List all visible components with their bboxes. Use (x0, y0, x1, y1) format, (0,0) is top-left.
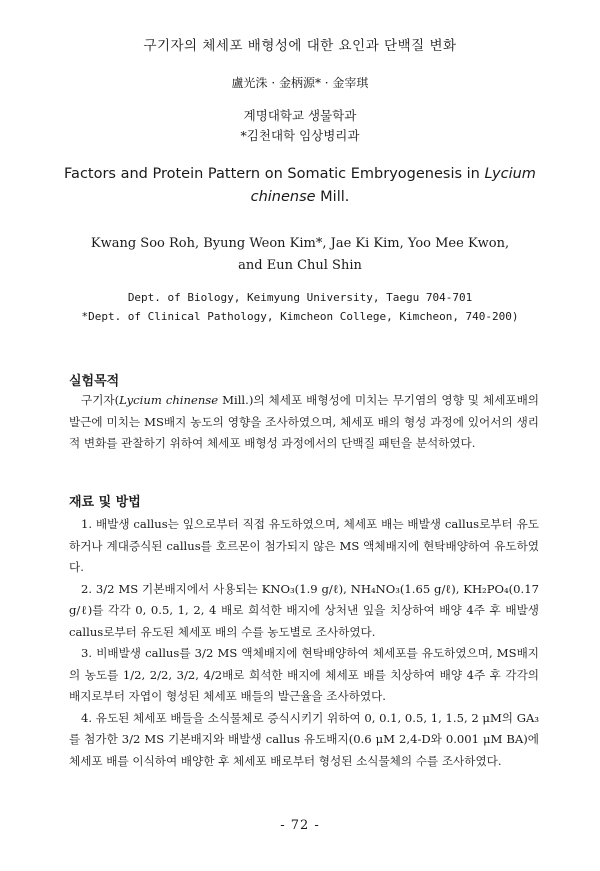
korean-authors: 盧光洙 · 金柄源* · 金宰琪 (231, 76, 369, 90)
method-item-1: 1. 배발생 callus는 잎으로부터 직접 유도하였으며, 체세포 배는 배발생 callus로부터 유도하거나 계대증식된 callus를 호르몬이 첨가되지 않은 MS 액체배지에 현탁배양하여 유도하였다. (69, 517, 539, 574)
english-affiliations (40, 288, 560, 326)
purpose-paragraph (69, 390, 539, 455)
section-purpose-heading: 실험목적 (69, 374, 120, 389)
english-title-species: chinense (250, 189, 316, 205)
korean-affiliations (0, 106, 600, 146)
english-title (60, 163, 540, 209)
english-affiliation-2: *Dept. of Clinical Pathology, Kimcheon College, Kimcheon, 740-200) (81, 310, 519, 323)
method-item-3: 3. 비배발생 callus를 3/2 MS 액체배지에 현탁배양하여 체세포를 유도하였으며, MS배지의 농도를 1/2, 2/2, 3/2, 4/2배로 희석한 배지에 체세포 배를 치상하여 배양 4주 후 각각의 배지로부터 자엽이 형성된 체세포 배들의 발근율을 조사하였다. (69, 646, 539, 703)
korean-affiliation-1: 계명대학교 생물학과 (243, 108, 357, 123)
section-purpose-body (69, 390, 539, 455)
purpose-species-name: Lycium chinense (119, 393, 219, 407)
korean-title: 구기자의 체세포 배형성에 대한 요인과 단백질 변화 (143, 38, 457, 54)
korean-affiliation-2: *김천대학 임상병리과 (240, 128, 360, 143)
english-title-text: Factors and Protein Pattern on Somatic Embryogenesis in (64, 166, 485, 182)
page-number: - 72 - (280, 818, 320, 833)
english-affiliation-1: Dept. of Biology, Keimyung University, Taegu 704-701 (127, 291, 473, 304)
english-title-authority: Mill. (315, 189, 350, 205)
english-authors-line-1: Kwang Soo Roh, Byung Weon Kim*, Jae Ki Kim, Yoo Mee Kwon, (90, 236, 510, 251)
english-authors (60, 233, 540, 277)
method-item-4: 4. 유도된 체세포 배들을 소식물체로 증식시키기 위하여 0, 0.1, 0.5, 1, 1.5, 2 μM의 GA₃를 첨가한 3/2 MS 기본배지와 배발생 callus 유도배지(0.6 μM 2,4-D와 0.001 μM BA)에 체세포 배를 이식하여 배양한 후 체세포 배로부터 형성된 소식물체의 수를 조사하였다. (69, 710, 539, 768)
purpose-text-start: 구기자( (81, 393, 120, 407)
section-methods-body (69, 514, 539, 772)
english-authors-line-2: and Eun Chul Shin (238, 258, 362, 273)
english-title-genus: Lycium (484, 166, 536, 182)
purpose-text-rest: Mill.)의 체세포 배형성에 미치는 무기염의 영향 및 체세포배의 발근에 미치는 MS배지 농도의 영향을 조사하였으며, 체세포 배의 형성 과정에 있어서의 생리적 변화를 관찰하기 위하여 체세포 배형성 과정에서의 단백질 패턴을 분석하였다. (69, 393, 539, 450)
method-item-2: 2. 3/2 MS 기본배지에서 사용되는 KNO₃(1.9 g/ℓ), NH₄NO₃(1.65 g/ℓ), KH₂PO₄(0.17 g/ℓ)를 각각 0, 0.5, 1, 2, 4 배로 희석한 배지에 상처낸 잎을 치상하여 배양 4주 후 배발생 callus로부터 유도된 체세포 배의 수를 농도별로 조사하였다. (69, 581, 539, 639)
section-methods-heading: 재료 및 방법 (69, 495, 141, 510)
